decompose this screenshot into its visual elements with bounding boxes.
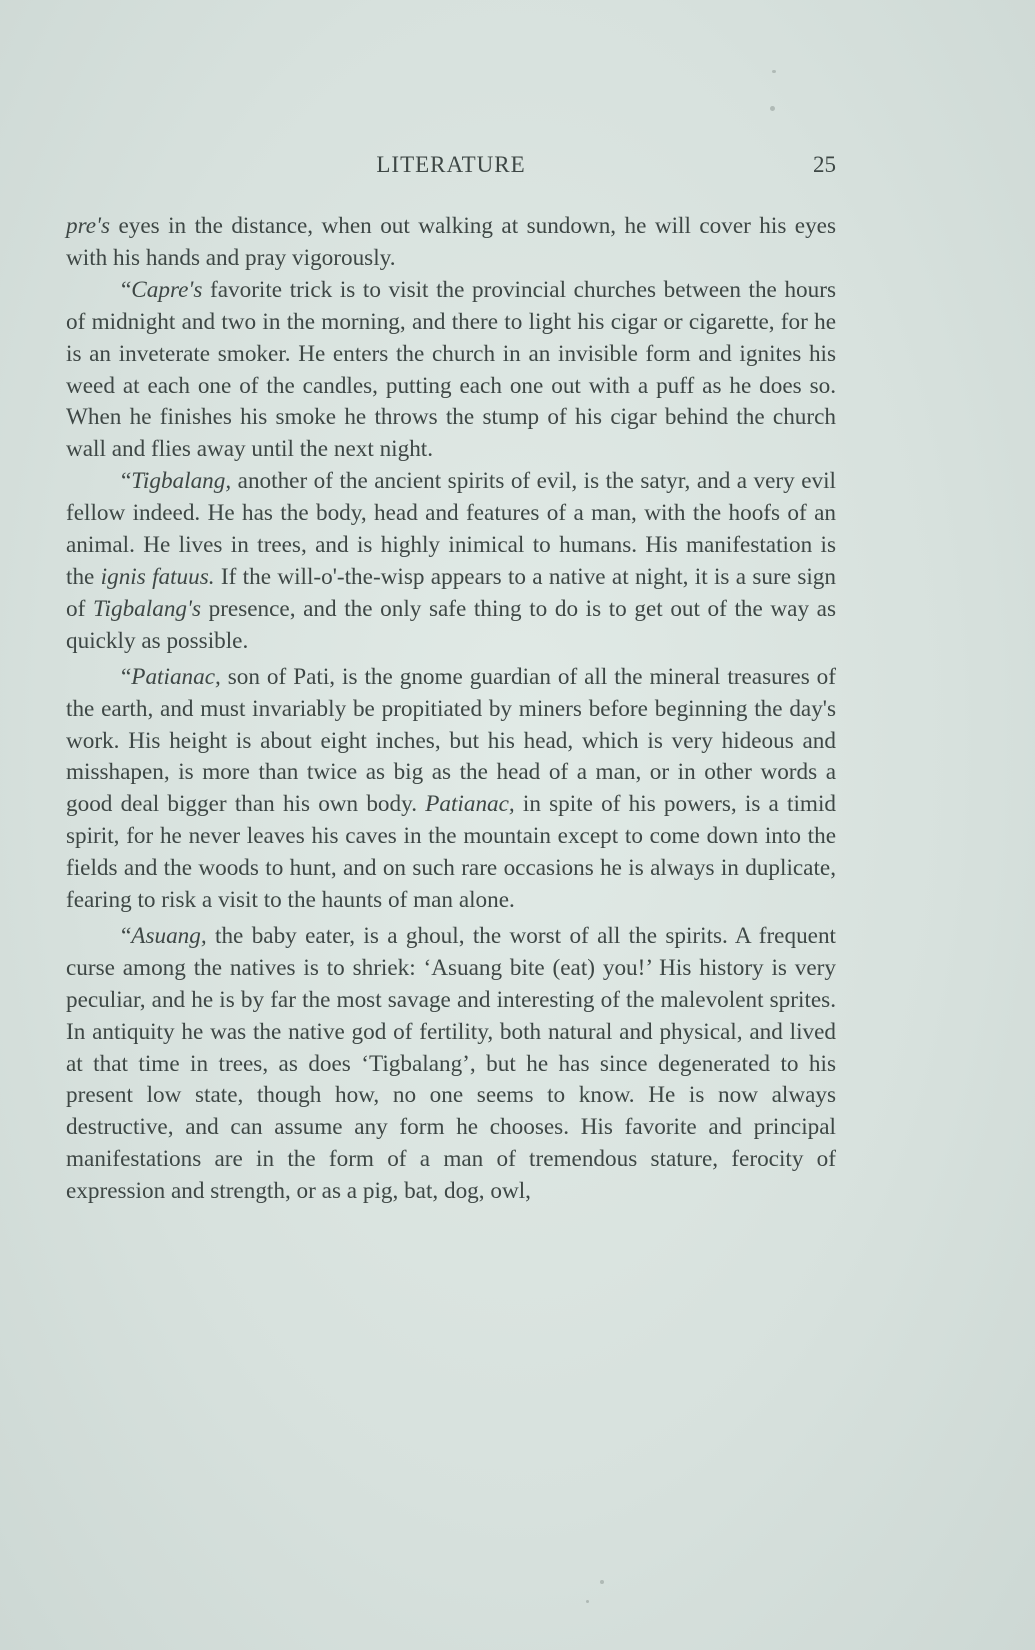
italic-term: pre's bbox=[66, 213, 111, 239]
text-run: the baby eater, is a ghoul, the worst of all the spirits. A frequent curse among the natives is to shriek: ‘Asuang bite (eat) you!’ His history is very peculiar, and he is by far the most savage and interesting of the malevolent sprites. In antiquity he was the native god of fertility, both natural and physical, and lived at that time in trees, as does ‘Tigbalang’, but he has since degenerated to his present low state, though how, no one seems to know. He is now always destructive, and can assume any form he chooses. His favorite and principal manifestations are in the form of a man of tremendous stature, ferocity of expression and strength, or as a pig, bat, dog, owl, bbox=[66, 922, 836, 1205]
text-run: “ bbox=[121, 663, 132, 690]
text-run: son of Pati, is the gnome guardian of all the mineral treasures of the earth, and must invariably be propitiated by miners before beginning the day's work. His height is about eight inches, but his head, which is very hideous and misshapen, is more than twice as big as the head of a man, or in other words a good deal bigger than his own body. bbox=[66, 663, 836, 818]
text-run: favorite trick is to visit the provincial churches between the hours of midnight and two in the morning, and there to light his cigar or cigarette, for he is an inveterate smoker. He enters the church in an invisible form and ignites his weed at each one of the candles, putting each one out with a puff as he does so. When he finishes his smoke he throws the stump of his cigar behind the church wall and flies away until the next night. bbox=[66, 276, 836, 463]
paper-speck bbox=[770, 106, 775, 111]
paragraph-3 bbox=[66, 466, 836, 657]
italic-term: Tigbalang's bbox=[92, 595, 201, 622]
text-run: another of the ancient spirits of evil, is the satyr, and a very evil fellow indeed. He has the body, head and features of a man, with the hoofs of an animal. He lives in trees, and is highly inimical to humans. His manifestation is the bbox=[66, 468, 836, 590]
page-header bbox=[66, 152, 836, 188]
text-run: in spite of his powers, is a timid spirit, for he never leaves his caves in the mountain except to come down into the fields and the woods to hunt, and on such rare occasions he is always in duplicate, fearing to risk a visit to the haunts of man alone. bbox=[66, 791, 836, 914]
italic-term: Patianac, bbox=[131, 663, 221, 690]
paragraph-2 bbox=[66, 275, 836, 466]
text-run: presence, and the only safe thing to do is to get out of the way as quickly as possible. bbox=[66, 595, 836, 654]
paper-speck bbox=[772, 70, 776, 73]
italic-term: Asuang, bbox=[131, 922, 207, 949]
text-run: “ bbox=[121, 468, 132, 495]
paragraph-1 bbox=[66, 211, 836, 275]
text-run: “ bbox=[121, 276, 132, 303]
italic-term: Patianac, bbox=[425, 791, 515, 818]
text-run: eyes in the distance, when out walking at sundown, he will cover his eyes with his hands and pray vigorously. bbox=[66, 213, 836, 271]
text-run: “ bbox=[121, 922, 132, 949]
paper-speck bbox=[586, 1600, 589, 1603]
text-run: If the will-o'-the-wisp appears to a native at night, it is a sure sign of bbox=[66, 563, 836, 622]
italic-term: ignis fatuus. bbox=[100, 563, 215, 590]
italic-term: Capre's bbox=[131, 276, 203, 303]
paper-speck bbox=[600, 1580, 604, 1584]
running-head: LITERATURE bbox=[376, 152, 526, 177]
body-text bbox=[66, 211, 836, 1208]
page-number: 25 bbox=[813, 152, 836, 177]
paragraph-5 bbox=[66, 921, 836, 1208]
italic-term: Tigbalang, bbox=[131, 468, 232, 495]
paragraph-4 bbox=[66, 662, 836, 917]
